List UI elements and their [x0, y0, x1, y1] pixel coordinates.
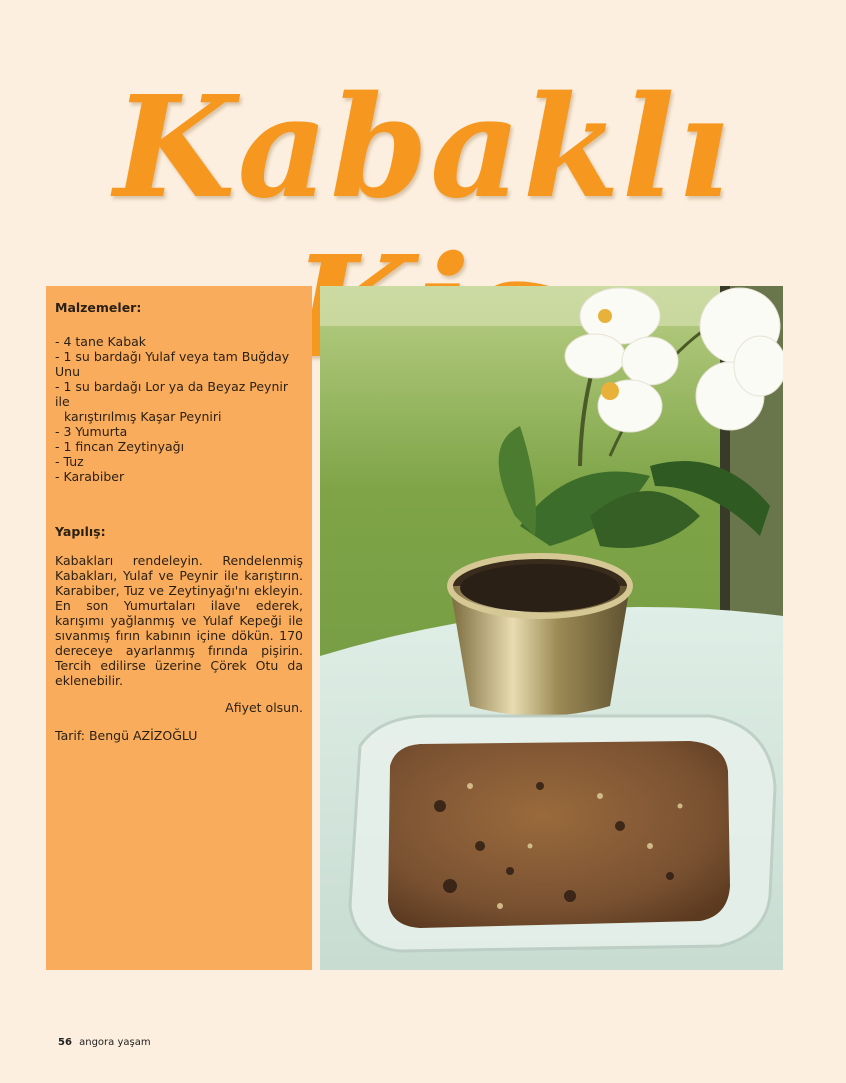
page-footer [58, 1037, 151, 1048]
preparation-heading: Yapılış: [55, 524, 106, 539]
page-title: Kabaklı [113, 66, 733, 230]
list-item: - 4 tane Kabak [55, 334, 147, 349]
list-item: - 1 su bardağı Yulaf veya tam Buğday Unu [55, 349, 290, 379]
ingredients-list [55, 334, 303, 484]
ingredients-heading: Malzemeler: [55, 300, 142, 315]
list-item: - Tuz [55, 454, 84, 469]
recipe-photo [320, 286, 783, 970]
list-item: karıştırılmış Kaşar Peyniri [64, 409, 222, 424]
recipe-credit: Tarif: Bengü AZİZOĞLU [55, 728, 198, 743]
list-item: - 1 fincan Zeytinyağı [55, 439, 185, 454]
recipe-box [46, 286, 312, 970]
closing-text: Afiyet olsun. [225, 700, 303, 715]
page-number: 56 [58, 1037, 72, 1048]
list-item: - Karabiber [55, 469, 125, 484]
preparation-text: Kabakları rendeleyin. Rendelenmiş Kabakları, Yulaf ve Peynir ile karıştırın. Karabiber, Tuz ve Zeytinyağı'nı ekleyin. En son Yumurtaları ilave ederek, karışımı yağlanmış ve Yulaf Kepeği ile sıvanmış fırın kabının içine dökün. 170 dereceye ayarlanmış fırında pişirin. Tercih edilirse üzerine Çörek Otu da eklenebilir. [55, 553, 303, 688]
list-item: - 3 Yumurta [55, 424, 128, 439]
magazine-name: angora yaşam [79, 1037, 151, 1048]
list-item: - 1 su bardağı Lor ya da Beyaz Peynir ile [55, 379, 288, 409]
photo-illustration [320, 286, 783, 970]
